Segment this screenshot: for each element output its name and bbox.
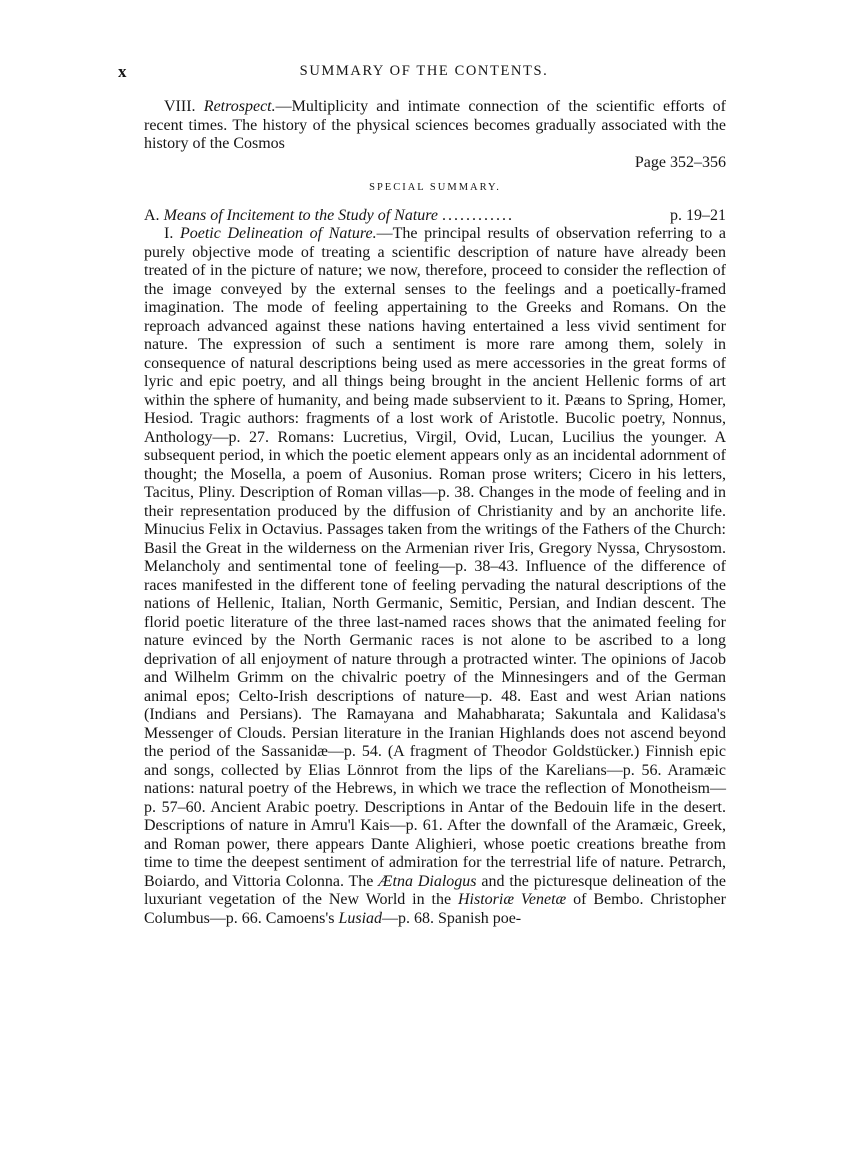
lusiad-title: Lusiad (338, 909, 383, 927)
section-a-leader: ............ (442, 206, 515, 224)
page-number: x (118, 62, 127, 81)
section-i-text-3: of Bembo. Christopher Columbus—p. 66. Camoens's (144, 891, 726, 927)
section-i-text-2: and the picturesque delineation of the luxuriant vegetation of the New World in the (144, 872, 727, 908)
running-head-title: SUMMARY OF THE CONTENTS. (299, 63, 549, 79)
running-head (118, 62, 730, 82)
section-i-text-4: —p. 68. Spanish poe- (382, 909, 522, 927)
section-viii-pages: Page 352–356 (634, 153, 726, 171)
section-viii-text: —Multiplicity and intimate connection of the scientific efforts of recent times. The history of the physical sciences becomes gradually associated with the history of the Cosmos (144, 98, 727, 152)
section-viii-title: Retrospect. (203, 98, 276, 115)
historiae-venetae-title: Historiæ Venetæ (457, 891, 567, 908)
section-a-title: Means of Incitement to the Study of Nature (163, 206, 439, 224)
section-a-pages: p. 19–21 (670, 206, 726, 224)
section-i-paragraph (144, 225, 726, 928)
section-i-text-1: —The principal results of observation referring to a purely objective mode of treating a scientific description of nature have already been treated of in the picture of nature; we now, therefore, proceed to consider the reflection of the image conveyed by the external senses to the feelings and a poetically-framed imagination. The mode of feeling appertaining to the Greeks and Romans. On the reproach advanced against these nations having entertained a less vivid sentiment for nature. The expression of such a sentiment is more rare among them, solely in consequence of natural descriptions being used as mere accessories in the great forms of lyric and epic poetry, and all things being brought in the ancient Hellenic forms of art within the sphere of humanity, and being made subservient to it. Pæans to Spring, Homer, Hesiod. Tragic authors: fragments of a lost work of Aristotle. Bucolic poetry, Nonnus, Anthology—p. 27. Romans: Lucretius, Virgil, Ovid, Lucan, Lucilius the younger. A subsequent period, in which the poetic element appears only as an incidental adornment of thought; the Mosella, a poem of Ausonius. Roman prose writers; Cicero in his letters, Tacitus, Pliny. Description of Roman villas—p. 38. Changes in the mode of feeling and in their representation produced by the diffusion of Christianity and by an anchorite life. Minucius Felix in Octavius. Passages taken from the writings of the Fathers of the Church: Basil the Great in the wilderness on the Armenian river Iris, Gregory Nyssa, Chrysostom. Melancholy and sentimental tone of feeling—p. 38–43. Influence of the difference of races manifested in the different tone of feeling pervading the natural descriptions of the nations of Hellenic, Italian, North Germanic, Semitic, Persian, and Indian descent. The florid poetic literature of the three last-named races shows that the animated feeling for nature evinced by the North Germanic races is not alone to be ascribed to a long deprivation of all enjoyment of nature through a protracted winter. The opinions of Jacob and Wilhelm Grimm on the chivalric poetry of the Minnesingers and of the German animal epos; Celto-Irish descriptions of nature—p. 48. East and west Arian nations (Indians and Persians). The Ramayana and Mahabharata; Sakuntala and Kalidasa's Messenger of Clouds. Persian literature in the Iranian Highlands does not ascend beyond the period of the Sassanidæ—p. 54. (A fragment of Theodor Goldstücker.) Finnish epic and songs, collected by Elias Lönnrot from the lips of the Karelians—p. 56. Aramæic nations: natural poetry of the Hebrews, in which we trace the reflection of Monotheism—p. 57–60. Ancient Arabic poetry. Descriptions in Antar of the Bedouin life in the desert. Descriptions of nature in Amru'l Kais—p. 61. After the downfall of the Aramæic, Greek, and Roman power, there appears Dante Alighieri, whose poetic creations breathe from time to time the deepest sentiment of admiration for the terrestrial life of nature. Petrarch, Boiardo, and Vittoria Colonna. The (144, 225, 727, 890)
section-a-letter: A. (144, 206, 160, 224)
section-i-title: Poetic Delineation of Nature. (179, 225, 377, 242)
section-i-numeral: I. (164, 225, 174, 242)
section-viii-paragraph (144, 98, 726, 172)
section-a-entry (144, 207, 726, 226)
aetna-dialogus-title: Ætna Dialogus (378, 872, 477, 890)
page-content (144, 98, 726, 928)
section-viii-numeral: VIII. (164, 98, 196, 115)
special-summary-heading: SPECIAL SUMMARY. (369, 182, 501, 193)
